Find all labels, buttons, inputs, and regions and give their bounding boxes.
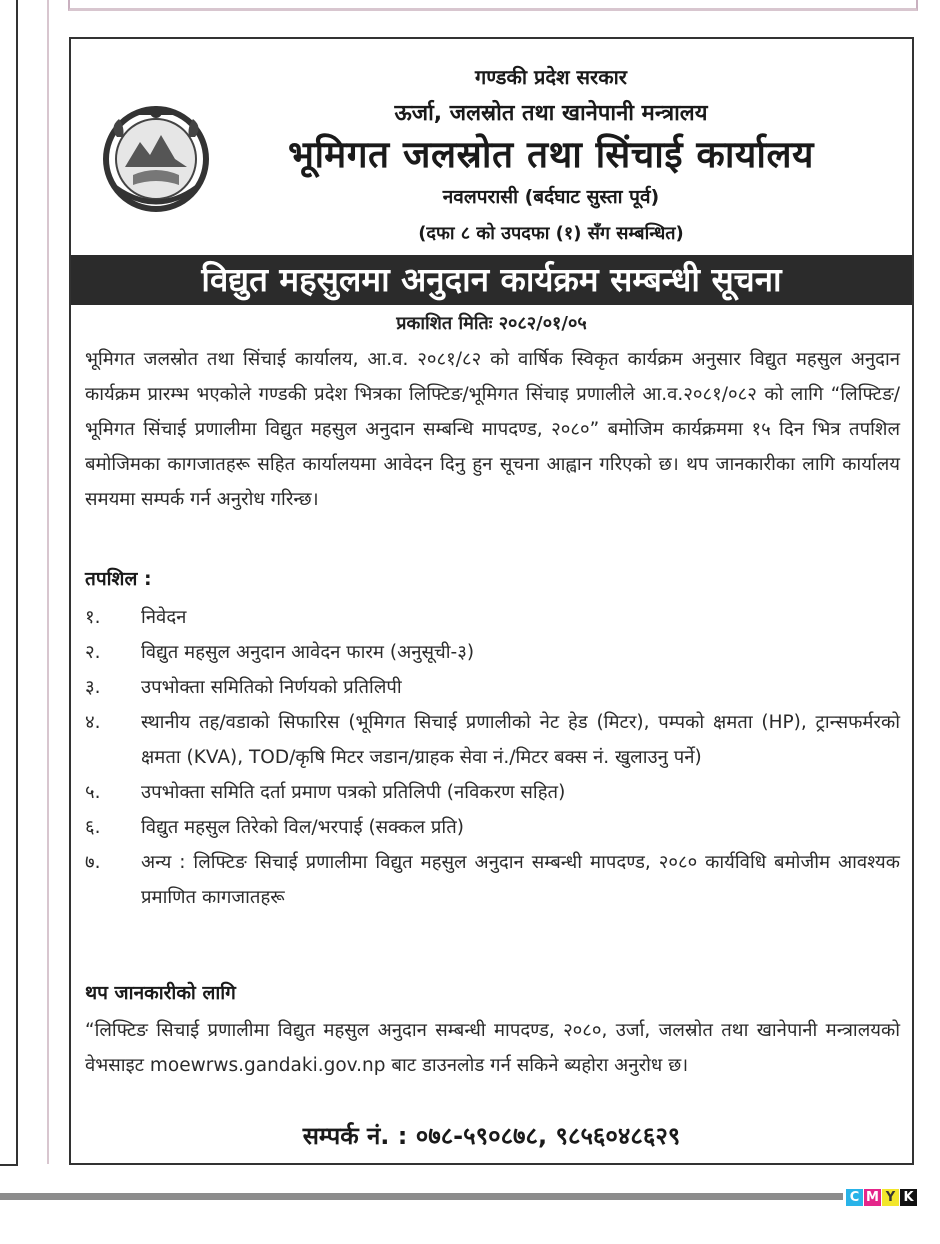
list-item [85, 705, 900, 775]
list-item-number: १. [85, 607, 101, 628]
contact-numbers: सम्पर्क नं. : ०७८-५९०८७८, ९८५६०४८६२९ [302, 1122, 681, 1150]
list-item-number: ३. [85, 677, 101, 698]
ministry-name: ऊर्जा, जलस्रोत तथा खानेपानी मन्त्रालय [394, 101, 708, 126]
office-name: भूमिगत जलस्रोत तथा सिंचाई कार्यालय [287, 133, 814, 176]
list-item [85, 775, 900, 810]
more-info-heading: थप जानकारीको लागि [85, 982, 236, 1004]
list-item-text: स्थानीय तह/वडाको सिफारिस (भूमिगत सिचाई प्रणालीको नेट हेड (मिटर), पम्पको क्षमता (HP), ट्रान्सफर्मरको क्षमता (KVA), TOD/कृषि मिटर जडान/ग्राहक सेवा नं./मिटर बक्स नं. खुलाउनु पर्ने) [141, 712, 900, 768]
list-item [85, 670, 900, 705]
footer-rule [0, 1193, 843, 1200]
list-item-number: ६. [85, 817, 101, 838]
list-item-text: उपभोक्ता समितिको निर्णयको प्रतिलिपी [141, 677, 402, 698]
list-item-text: विद्युत महसुल तिरेको विल/भरपाई (सक्कल प्रति) [141, 817, 464, 838]
list-item [85, 845, 900, 915]
government-name: गण्डकी प्रदेश सरकार [475, 65, 627, 89]
previous-notice-box [68, 0, 918, 11]
cmyk-color-marks [846, 1189, 918, 1206]
list-item-text: निवेदन [141, 607, 187, 628]
notice-title-banner: विद्युत महसुलमा अनुदान कार्यक्रम सम्बन्धी सूचना [71, 255, 912, 305]
notice-header [71, 39, 912, 253]
list-item-number: ४. [85, 712, 101, 733]
list-item-number: २. [85, 642, 101, 663]
magenta-mark: M [864, 1189, 881, 1206]
published-date: प्रकाशित मितिः २०८२/०१/०५ [396, 313, 587, 334]
left-column-frame [0, 0, 18, 1166]
office-location: नवलपरासी (बर्दघाट सुस्ता पूर्व) [442, 186, 660, 208]
list-item-text: अन्य : लिफ्टिङ सिचाई प्रणालीमा विद्युत महसुल अनुदान सम्बन्धी मापदण्ड, २०८० कार्यविधि बमोजीम आवश्यक प्रमाणित कागजातहरू [141, 852, 900, 908]
notice-box [69, 37, 914, 1165]
list-item [85, 600, 900, 635]
list-item [85, 810, 900, 845]
nepal-government-emblem-icon [95, 97, 217, 217]
list-item-text: उपभोक्ता समिति दर्ता प्रमाण पत्रको प्रतिलिपी (नविकरण सहित) [141, 782, 566, 803]
more-info-paragraph: “लिफ्टिङ सिचाई प्रणालीमा विद्युत महसुल अनुदान सम्बन्धी मापदण्ड, २०८०, उर्जा, जलस्रोत तथा खानेपानी मन्त्रालयको वेभसाइट moewrws.gandaki.gov.np बाट डाउनलोड गर्न सकिने ब्यहोरा अनुरोध छ। [85, 1020, 900, 1076]
list-item-number: ५. [85, 782, 101, 803]
required-documents-list [85, 600, 900, 915]
intro-paragraph: भूमिगत जलस्रोत तथा सिंचाई कार्यालय, आ.व. २०८१/८२ को वार्षिक स्विकृत कार्यक्रम अनुसार विद्युत महसुल अनुदान कार्यक्रम प्रारम्भ भएकोले गण्डकी प्रदेश भित्रका लिफ्टिङ/भूमिगत सिंचाइ प्रणालीले आ.व.२०८१/०८२ को लागि “लिफ्टिङ/भूमिगत सिंचाई प्रणालीमा विद्युत महसुल अनुदान सम्बन्धि मापदण्ड, २०८०” बमोजिम कार्यक्रममा १५ दिन भित्र तपशिल बमोजिमका कागजातहरू सहित कार्यालयमा आवेदन दिनु हुन सूचना आह्वान गरिएको छ। थप जानकारीका लागि कार्यालय समयमा सम्पर्क गर्न अनुरोध गरिन्छ। [85, 349, 900, 510]
details-heading: तपशिल : [85, 568, 152, 590]
cyan-mark: C [846, 1189, 863, 1206]
list-item-text: विद्युत महसुल अनुदान आवेदन फारम (अनुसूची-३) [141, 642, 475, 663]
yellow-mark: Y [882, 1189, 899, 1206]
list-item-number: ७. [85, 852, 101, 873]
black-mark: K [900, 1189, 917, 1206]
legal-clause: (दफा ८ को उपदफा (१) सँग सम्बन्धित) [418, 223, 684, 244]
list-item [85, 635, 900, 670]
column-divider [47, 0, 49, 1164]
